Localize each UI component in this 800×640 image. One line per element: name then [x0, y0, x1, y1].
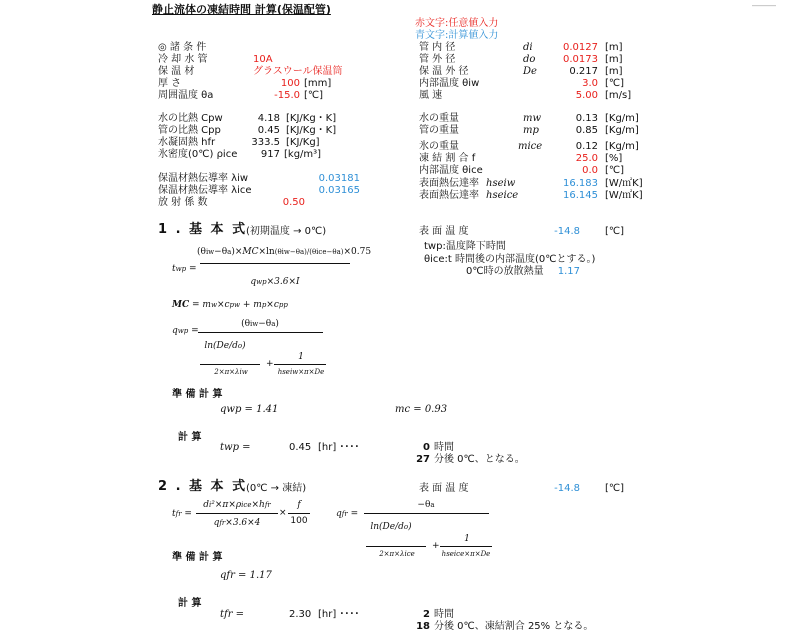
- right-value: 3.0: [582, 78, 598, 89]
- left-label: 冷 却 水 管: [158, 54, 208, 65]
- left-value: グラスウール保温筒: [253, 66, 343, 77]
- left-unit: [KJ/Kg]: [286, 137, 320, 148]
- right-value: 0.0173: [563, 54, 598, 65]
- right-value: 0.0: [582, 165, 598, 176]
- left-label: 保温材熱伝導率 λiw: [158, 173, 249, 184]
- left-label: 放 射 係 数: [158, 197, 208, 208]
- left-label: 管の比熱 Cpp: [158, 125, 221, 136]
- left-unit: [℃]: [304, 90, 324, 101]
- right-value: 0.217: [569, 66, 598, 77]
- right-unit: [Kg/m]: [605, 113, 639, 124]
- left-label: 周囲温度 θa: [158, 90, 214, 101]
- section1-note-twp: twp:温度降下時間: [424, 241, 506, 252]
- section2-minutes-label: 分後 0℃、凍結割合 25% となる。: [434, 621, 594, 632]
- left-value: 917: [260, 149, 280, 160]
- section1-minutes-label: 分後 0℃、となる。: [434, 454, 525, 465]
- right-unit: [W/㎡K]: [605, 178, 643, 189]
- right-label: 内部温度 θiw: [419, 78, 480, 89]
- right-sym: De: [523, 66, 537, 77]
- section2-prep-label: 準 備 計 算: [172, 552, 223, 563]
- left-value: 0.03181: [318, 173, 360, 184]
- left-value: 4.18: [257, 113, 280, 124]
- right-label: 保 温 外 径: [419, 66, 469, 77]
- left-value: 100: [280, 78, 300, 89]
- section1-twp-label: twp =: [220, 442, 251, 453]
- left-value: 0.50: [282, 197, 305, 208]
- right-unit: [℃]: [605, 165, 625, 176]
- right-value: 0.13: [575, 113, 598, 124]
- right-unit: [Kg/m]: [605, 125, 639, 136]
- right-sym: di: [523, 42, 533, 53]
- right-sym: mice: [518, 141, 543, 152]
- section1-hours-label: 時間: [434, 442, 454, 453]
- section2-hours-label: 時間: [434, 609, 454, 620]
- right-value: 0.0127: [563, 42, 598, 53]
- right-label: 管 内 径: [419, 42, 456, 53]
- section1-note-heat: 0℃時の放散熱量: [466, 266, 544, 277]
- right-value: 0.12: [575, 141, 598, 152]
- section1-heat-value: 1.17: [557, 266, 580, 277]
- right-sym: mp: [523, 125, 539, 136]
- left-value: -15.0: [274, 90, 300, 101]
- right-label: 管 外 径: [419, 54, 456, 65]
- section1-note-theta: θice:t 時間後の内部温度(0℃とする。): [424, 254, 596, 265]
- left-value: 0.45: [257, 125, 280, 136]
- right-value: 16.145: [563, 190, 598, 201]
- section2-calc-label: 計 算: [178, 598, 202, 609]
- right-unit: [Kg/m]: [605, 141, 639, 152]
- right-label: 凍 結 割 合 f: [419, 153, 476, 164]
- right-sym: do: [523, 54, 536, 65]
- section2-surface-unit: [℃]: [605, 483, 625, 494]
- conditions-header: ◎ 諸 条 件: [158, 42, 207, 53]
- left-unit: [kg/m³]: [284, 149, 322, 160]
- right-unit: [W/㎡K]: [605, 190, 643, 201]
- section2-qfr: qfr = 1.17: [220, 570, 272, 581]
- right-label: 風 速: [419, 90, 443, 101]
- left-value: 0.03165: [318, 185, 360, 196]
- right-unit: [m]: [605, 54, 623, 65]
- left-label: 保温材熱伝導率 λice: [158, 185, 252, 196]
- section1-surface-label: 表 面 温 度: [419, 226, 469, 237]
- right-sym: hseice: [486, 190, 519, 201]
- section2-tfr-label: tfr =: [220, 609, 245, 620]
- right-label: 水の重量: [419, 113, 459, 124]
- section2-tfr-unit: [hr] ････: [318, 609, 360, 620]
- legend-blue: 青文字:計算値入力: [415, 30, 499, 41]
- left-label: 氷密度(0℃) ρice: [158, 149, 238, 160]
- section1-prep-label: 準 備 計 算: [172, 389, 223, 400]
- section2-subtitle: (0℃ → 凍結): [246, 483, 307, 494]
- left-unit: [KJ/Kg・K]: [286, 113, 337, 124]
- right-unit: [m]: [605, 66, 623, 77]
- corner-text: ―――: [752, 1, 776, 10]
- left-label: 保 温 材: [158, 66, 195, 77]
- left-value: 333.5: [251, 137, 280, 148]
- right-label: 表面熱伝達率: [419, 178, 479, 189]
- left-unit: [mm]: [304, 78, 332, 89]
- section1-qwp: qwp = 1.41: [220, 404, 279, 415]
- section2-surface-label: 表 面 温 度: [419, 483, 469, 494]
- section2-surface-value: -14.8: [554, 483, 580, 494]
- right-label: 表面熱伝達率: [419, 190, 479, 201]
- right-value: 25.0: [575, 153, 598, 164]
- left-label: 水の比熱 Cpw: [158, 113, 223, 124]
- section1-mc: mc = 0.93: [395, 404, 448, 415]
- right-value: 5.00: [575, 90, 598, 101]
- section2-minutes: 18: [416, 621, 430, 632]
- right-unit: [m]: [605, 42, 623, 53]
- right-sym: mw: [523, 113, 542, 124]
- section1-surface-unit: [℃]: [605, 226, 625, 237]
- left-label: 水凝固熱 hfr: [158, 137, 216, 148]
- legend-red: 赤文字:任意値入力: [415, 18, 499, 29]
- right-sym: hseiw: [486, 178, 516, 189]
- right-unit: [m/s]: [605, 90, 632, 101]
- section1-hours: 0: [423, 442, 430, 453]
- page-title: 静止流体の凍結時間 計算(保温配管): [152, 3, 331, 16]
- right-value: 0.85: [575, 125, 598, 136]
- right-label: 氷の重量: [419, 141, 459, 152]
- right-label: 管の重量: [419, 125, 459, 136]
- right-value: 16.183: [563, 178, 598, 189]
- left-unit: [KJ/Kg・K]: [286, 125, 337, 136]
- section1-heading: 1 . 基 本 式: [158, 222, 248, 237]
- left-value: 10A: [253, 54, 273, 65]
- section1-twp-unit: [hr] ････: [318, 442, 360, 453]
- section1-subtitle: (初期温度 → 0℃): [246, 226, 327, 237]
- section1-calc-label: 計 算: [178, 432, 202, 443]
- section1-surface-value: -14.8: [554, 226, 580, 237]
- section2-hours: 2: [423, 609, 430, 620]
- section1-minutes: 27: [416, 454, 430, 465]
- left-label: 厚 さ: [158, 78, 182, 89]
- right-unit: [%]: [605, 153, 623, 164]
- section1-twp-value: 0.45: [289, 442, 312, 453]
- section2-tfr-value: 2.30: [289, 609, 312, 620]
- formula-mc: MC = mw×cpw + mp×cpp: [172, 300, 288, 310]
- right-label: 内部温度 θice: [419, 165, 483, 176]
- section2-heading: 2 . 基 本 式: [158, 479, 248, 494]
- right-unit: [℃]: [605, 78, 625, 89]
